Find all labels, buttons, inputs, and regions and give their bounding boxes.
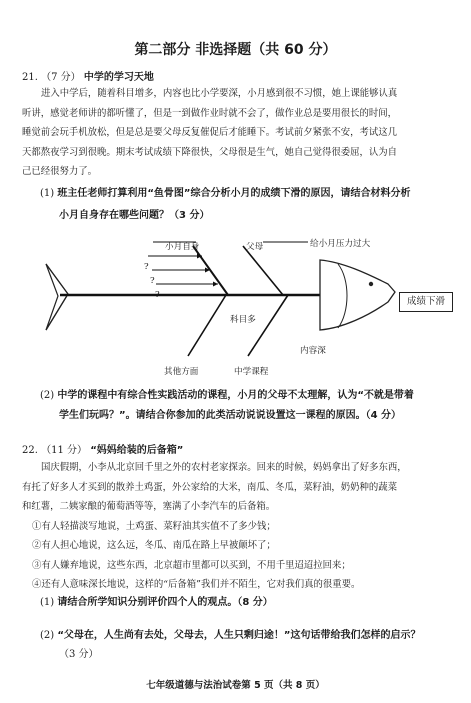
question-score: （7 分） — [41, 72, 81, 83]
question-21-sub2 — [40, 386, 414, 401]
fish-head — [320, 260, 395, 330]
sub-question-number: (2) — [40, 390, 55, 401]
fish-eye — [369, 282, 373, 286]
opinion-line: ①有人轻描淡写地说，土鸡蛋、菜籽油其实值不了多少钱； — [32, 520, 276, 532]
passage-line: 听讲，感觉老师讲的都听懂了，但是一到做作业时就不会了，做作业总是要用很长的时间， — [22, 107, 398, 119]
diagram-question-mark: ? — [155, 290, 160, 300]
question-22-sub2 — [40, 626, 421, 641]
passage-line: 进入中学后，随着科目增多，内容也比小学要深，小月感到很不习惯，她上课能够认真 — [41, 88, 398, 99]
question-21-passage — [22, 84, 452, 182]
section-title: 第二部分 非选择题（共 60 分） — [134, 42, 337, 58]
arrowhead — [213, 282, 218, 287]
sub-question-number: (2) — [40, 630, 55, 641]
question-22-passage — [22, 458, 452, 595]
question-22-header — [22, 441, 183, 456]
question-21-header — [22, 68, 154, 83]
diagram-label-deep-content: 内容深 — [300, 346, 326, 356]
result-box: 成绩下滑 — [399, 292, 453, 312]
question-score: （11 分） — [41, 445, 87, 456]
diagram-label-pressure: 给小月压力过大 — [310, 239, 371, 249]
diagram-label-many-subjects: 科目多 — [230, 315, 256, 325]
question-21-sub1-line2: 小月自身存在哪些问题？（3 分） — [59, 210, 210, 221]
question-22-sub2-line2: （3 分） — [59, 649, 99, 660]
question-topic: “妈妈给装的后备箱” — [90, 445, 184, 456]
opinion-line: ④还有人意味深长地说，这样的“后备箱”我们并不陌生，它对我们真的很重要。 — [32, 579, 361, 590]
question-21-sub1 — [40, 184, 411, 199]
diagram-label-parents: 父母 — [246, 242, 264, 252]
diagram-label-school: 中学课程 — [234, 367, 269, 377]
diagram-label-self: 小月自身 — [165, 242, 200, 252]
question-number: 21. — [22, 72, 38, 83]
passage-line: 和红薯，二姨家酿的葡萄酒等等，塞满了小李汽车的后备箱。 — [22, 501, 276, 512]
bone-self — [193, 246, 228, 295]
diagram-label-other: 其他方面 — [164, 367, 199, 377]
opinion-line: ②有人担心地说，这么远，冬瓜、南瓜在路上早被颠坏了； — [32, 540, 276, 551]
sub-question-text: 中学的课程中有综合性实践活动的课程，小月的父母不太理解，认为“不就是带着 — [57, 390, 414, 401]
question-number: 22. — [22, 445, 38, 456]
opinion-line: ③有人嫌弃地说，这些东西，北京超市里都可以买到，不用千里迢迢拉回来； — [32, 559, 351, 571]
fish-tail — [46, 264, 68, 330]
bone-school — [248, 295, 288, 356]
diagram-question-mark: ? — [144, 262, 149, 272]
fishbone-diagram — [38, 234, 436, 372]
question-22-sub1 — [40, 593, 273, 608]
passage-line: 天都熬夜学习到很晚。期末考试成绩下降很快，父母很是生气，她自己觉得很委屈，认为自 — [22, 146, 398, 158]
bone-other — [188, 295, 226, 356]
passage-line: 己已经很努力了。 — [22, 166, 98, 177]
question-21-sub2-line2: 学生们玩吗？”。请结合你参加的此类活动说说设置这一课程的原因。（4 分） — [59, 410, 402, 421]
bone-parents — [243, 246, 283, 295]
passage-line: 睡觉前会玩手机放松，但是总是要父母反复催促后才能睡下。考试前夕紧张不安，考试这几 — [22, 127, 398, 138]
sub-question-text: 班主任老师打算利用“鱼骨图”综合分析小月的成绩下滑的原因，请结合材料分析 — [57, 188, 411, 199]
arrow-line — [263, 242, 308, 274]
page-footer: 七年级道德与法治试卷第 5 页（共 8 页） — [146, 680, 325, 691]
question-topic: 中学的学习天地 — [83, 72, 154, 83]
diagram-question-mark: ? — [150, 276, 155, 286]
sub-question-number: (1) — [40, 597, 55, 608]
passage-line: 有托了好多人才买到的散养土鸡蛋，外公家给的大米，南瓜、冬瓜，菜籽油，奶奶种的蔬菜 — [22, 481, 398, 493]
sub-question-number: (1) — [40, 188, 55, 199]
sub-question-text: “父母在，人生尚有去处，父母去，人生只剩归途！”这句话带给我们怎样的启示？ — [57, 630, 421, 641]
sub-question-text: 请结合所学知识分别评价四个人的观点。（8 分） — [57, 597, 273, 608]
passage-line: 国庆假期，小李从北京回千里之外的农村老家探亲。回来的时候，妈妈拿出了好多东西， — [41, 462, 407, 473]
